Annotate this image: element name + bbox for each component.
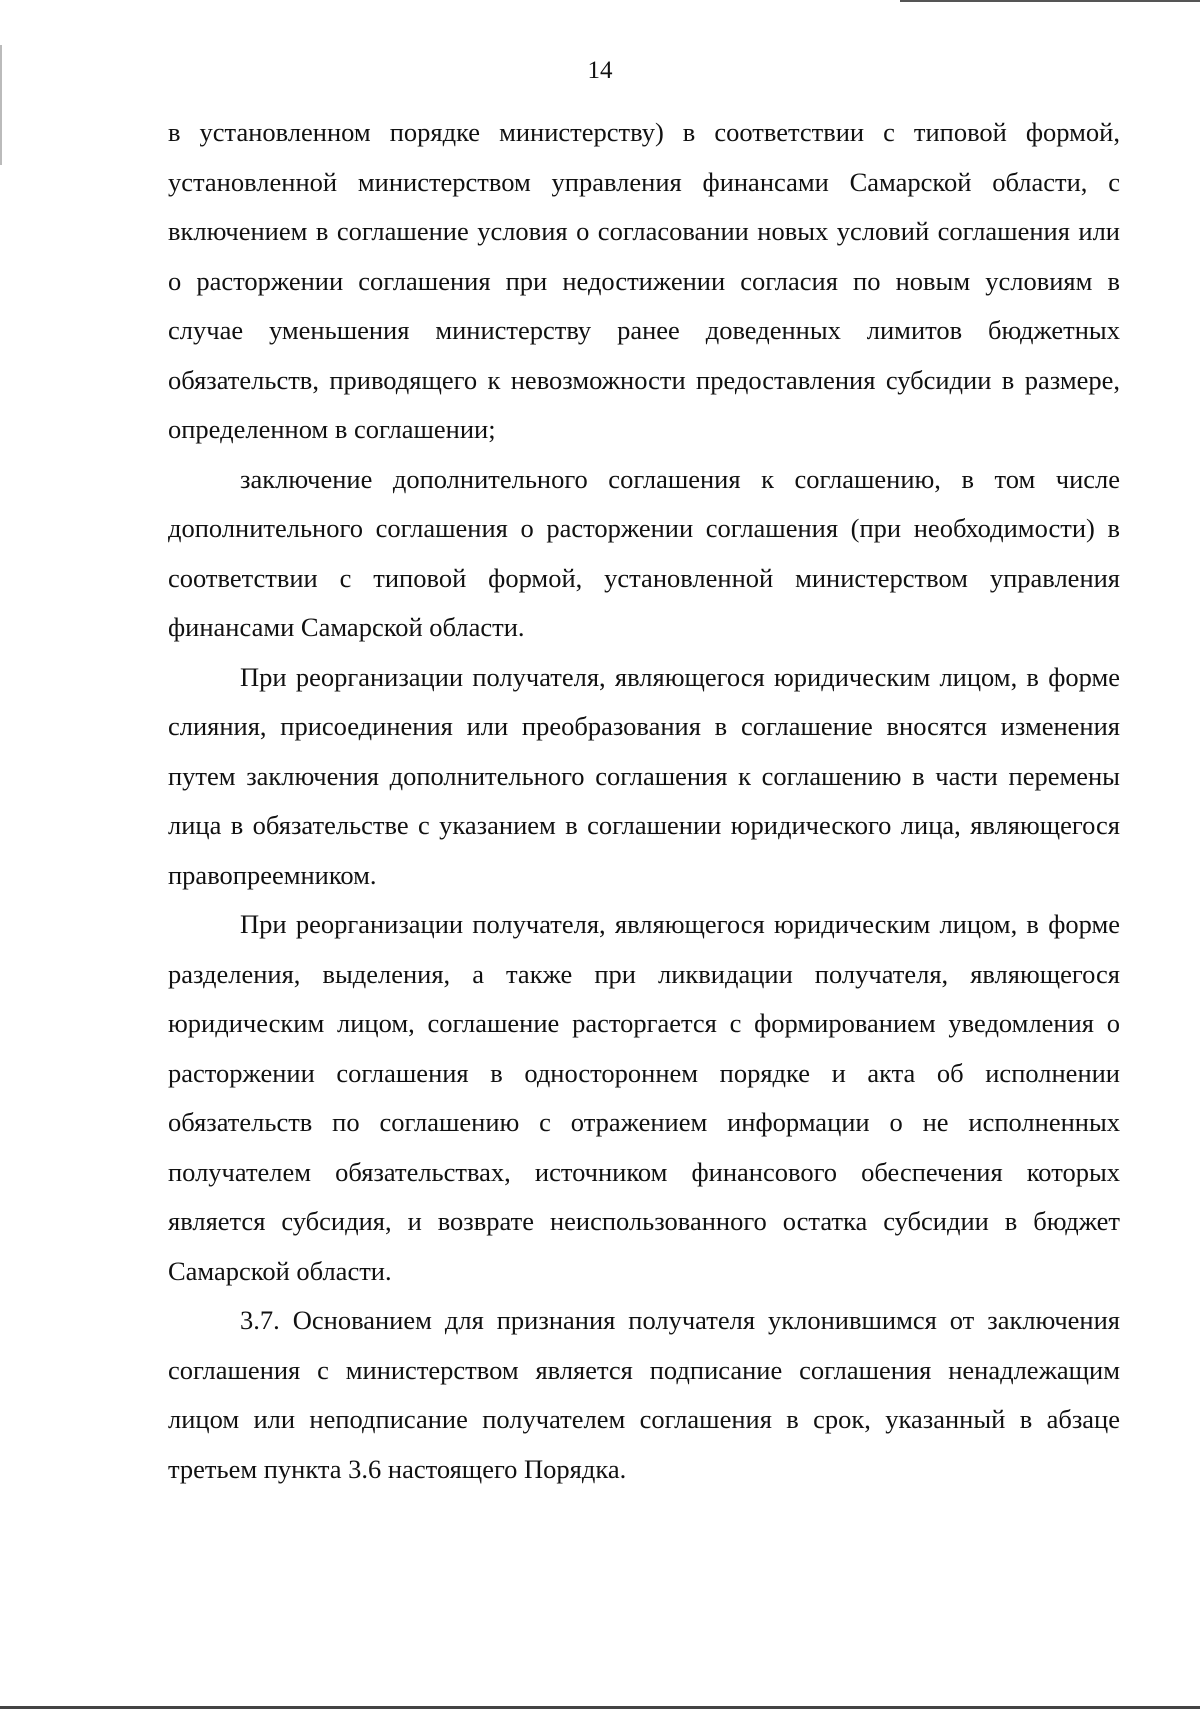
page-number: 14 bbox=[587, 57, 613, 84]
paragraph-reorganization-merger: При реорганизации получателя, являющегося юридическим лицом, в форме слияния, присоединения или преобразования в соглашение вносятся изменения путем заключения дополнительного соглашения к соглашению в части перемены лица в обязательстве с указанием в соглашении юридического лица, являющегося правопреемником. bbox=[168, 661, 1120, 890]
document-body bbox=[168, 108, 1120, 1494]
paragraph-clause-3-7: 3.7. Основанием для признания получателя уклонившимся от заключения соглашения с министерством является подписание соглашения ненадлежащим лицом или неподписание получателем соглашения в срок, указанный в абзаце третьем пункта 3.6 настоящего Порядка. bbox=[168, 1305, 1120, 1484]
paragraph-continuation: в установленном порядке министерству) в соответствии с типовой формой, установленной министерством управления финансами Самарской области, с включением в соглашение условия о согласовании новых условий соглашения или о расторжении соглашения при недостижении согласия по новым условиям в случае уменьшения министерству ранее доведенных лимитов бюджетных обязательств, приводящего к невозможности предоставления субсидии в размере, определенном в соглашении; bbox=[168, 117, 1120, 444]
scan-edge-top bbox=[900, 0, 1200, 2]
paragraph-reorganization-division: При реорганизации получателя, являющегося юридическим лицом, в форме разделения, выделения, а также при ликвидации получателя, являющегося юридическим лицом, соглашение расторгается с формированием уведомления о расторжении соглашения в одностороннем порядке и акта об исполнении обязательств по соглашению с отражением информации о не исполненных получателем обязательствах, источником финансового обеспечения которых является субсидия, и возврате неиспользованного остатка субсидии в бюджет Самарской области. bbox=[168, 909, 1120, 1286]
paragraph-additional-agreement: заключение дополнительного соглашения к соглашению, в том числе дополнительного соглашения о расторжении соглашения (при необходимости) в соответствии с типовой формой, установленной министерством управления финансами Самарской области. bbox=[168, 463, 1120, 642]
